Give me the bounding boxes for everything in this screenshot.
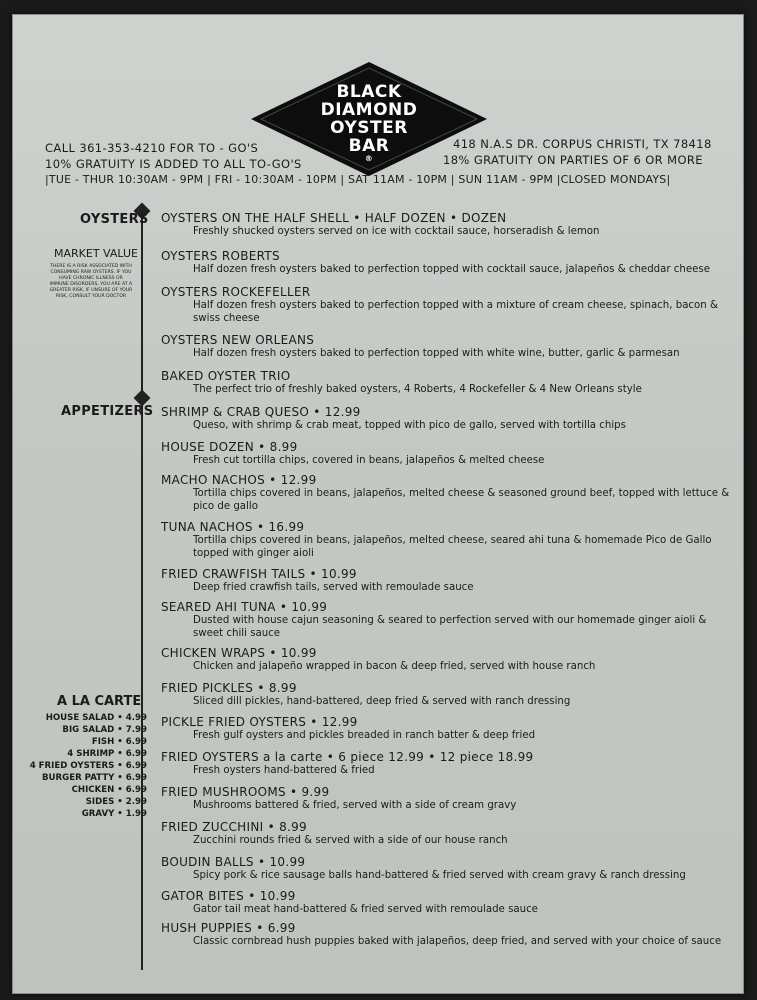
list-item: 4 SHRIMP • 6.99 [67,749,147,759]
list-item: CHICKEN • 6.99 [71,785,147,795]
list-item: BIG SALAD • 7.99 [62,725,147,735]
menu-item [161,285,731,325]
business-hours: |TUE - THUR 10:30AM - 9PM | FRI - 10:30AM - 10PM | SAT 11AM - 10PM | SUN 11AM - 9PM |CLOSED MONDAYS| [45,173,671,186]
list-item: GRAVY • 1.99 [81,809,147,819]
item-description: Deep fried crawfish tails, served with remoulade sauce [193,582,474,593]
appetizers-section-title: APPETIZERS [61,404,154,419]
logo-line-3: OYSTER [330,118,408,138]
menu-item [161,889,731,916]
item-description: Fresh oysters hand-battered & fried [193,765,375,776]
item-name: OYSTERS NEW ORLEANS [161,333,315,347]
menu-item [161,715,731,742]
item-name: FRIED CRAWFISH TAILS • 10.99 [161,567,357,581]
item-name: BOUDIN BALLS • 10.99 [161,855,306,869]
menu-item [161,567,731,594]
item-description: Freshly shucked oysters served on ice with cocktail sauce, horseradish & lemon [193,226,600,237]
menu-item [161,646,731,673]
to-go-phone: CALL 361-353-4210 FOR TO - GO'S [45,141,259,155]
party-gratuity: 18% GRATUITY ON PARTIES OF 6 OR MORE [443,153,703,167]
item-name: MACHO NACHOS • 12.99 [161,473,317,487]
item-description: Gator tail meat hand-battered & fried served with remoulade sauce [193,904,538,915]
list-item: SIDES • 2.99 [85,797,147,807]
item-description: Sliced dill pickles, hand-battered, deep fried & served with ranch dressing [193,696,571,707]
menu-item [161,681,731,708]
item-name: FRIED ZUCCHINI • 8.99 [161,820,307,834]
raw-oyster-warning: THERE IS A RISK ASSOCIATED WITH CONSUMING RAW OYSTERS. IF YOU HAVE CHRONIC ILLNESS OR IMMUNE DISORDERS, YOU ARE AT A GREATER RISK. IF UNSURE OF YOUR RISK, CONSULT YOUR DOCTOR [49,264,133,299]
menu-item [161,600,731,640]
item-description: Dusted with house cajun seasoning & seared to perfection served with our homemade ginger aioli & sweet chili sauce [193,615,707,639]
item-description: Classic cornbread hush puppies baked with jalapeños, deep fried, and served with your choice of sauce [193,936,722,947]
item-description: Tortilla chips covered in beans, jalapeños, melted cheese & seasoned ground beef, topped with lettuce & pico de gallo [193,488,730,512]
menu-item [161,750,731,777]
market-value-label: MARKET VALUE [54,247,138,260]
item-name: HOUSE DOZEN • 8.99 [161,440,298,454]
item-name: OYSTERS ON THE HALF SHELL • HALF DOZEN • DOZEN [161,211,507,225]
menu-item [161,855,731,882]
menu-item [161,785,731,812]
item-name: OYSTERS ROBERTS [161,249,280,263]
item-description: Spicy pork & rice sausage balls hand-battered & fried served with cream gravy & ranch dressing [193,870,686,881]
address: 418 N.A.S DR. CORPUS CHRISTI, TX 78418 [453,137,712,151]
a-la-carte-title: A LA CARTE [57,694,142,709]
item-description: Fresh cut tortilla chips, covered in beans, jalapeños & melted cheese [193,455,545,466]
logo-line-2: DIAMOND [320,100,418,120]
menu-item [161,211,731,238]
item-description: Queso, with shrimp & crab meat, topped with pico de gallo, served with tortilla chips [193,420,626,431]
a-la-carte-list [27,712,147,820]
item-name: BAKED OYSTER TRIO [161,369,291,383]
item-name: HUSH PUPPIES • 6.99 [161,921,296,935]
menu-page [12,14,744,994]
item-description: Half dozen fresh oysters baked to perfection topped with cocktail sauce, jalapeños & cheddar cheese [193,264,710,275]
item-description: Tortilla chips covered in beans, jalapeños, melted cheese, seared ahi tuna & homemade Pico de Gallo topped with ginger aioli [193,535,712,559]
menu-item [161,473,731,513]
item-description: Chicken and jalapeño wrapped in bacon & deep fried, served with house ranch [193,661,596,672]
list-item: HOUSE SALAD • 4.99 [45,713,147,723]
oysters-section-title: OYSTERS [80,212,149,227]
menu-item [161,520,731,560]
menu-item [161,921,731,948]
menu-item [161,440,731,467]
item-description: Fresh gulf oysters and pickles breaded in ranch batter & deep fried [193,730,536,741]
list-item: BURGER PATTY • 6.99 [42,773,147,783]
menu-item [161,249,731,276]
logo-line-4: BAR [348,136,390,156]
item-description: Half dozen fresh oysters baked to perfection topped with a mixture of cream cheese, spinach, bacon & swiss cheese [193,300,718,324]
item-name: CHICKEN WRAPS • 10.99 [161,646,317,660]
item-name: SHRIMP & CRAB QUESO • 12.99 [161,405,361,419]
item-description: Half dozen fresh oysters baked to perfection topped with white wine, butter, garlic & parmesan [193,348,680,359]
registered-mark: ® [364,154,374,163]
item-description: Mushrooms battered & fried, served with a side of cream gravy [193,800,517,811]
menu-item [161,369,731,396]
item-name: GATOR BITES • 10.99 [161,889,296,903]
menu-item [161,820,731,847]
list-item: FISH • 6.99 [91,737,147,747]
menu-divider-line [141,210,143,970]
item-name: OYSTERS ROCKEFELLER [161,285,311,299]
menu-item [161,333,731,360]
item-name: FRIED MUSHROOMS • 9.99 [161,785,330,799]
list-item: 4 FRIED OYSTERS • 6.99 [29,761,147,771]
item-description: The perfect trio of freshly baked oysters, 4 Roberts, 4 Rockefeller & 4 New Orleans style [193,384,642,395]
item-name: TUNA NACHOS • 16.99 [161,520,305,534]
to-go-gratuity: 10% GRATUITY IS ADDED TO ALL TO-GO'S [45,157,302,171]
item-name: FRIED OYSTERS a la carte • 6 piece 12.99 • 12 piece 18.99 [161,750,534,764]
logo-line-1: BLACK [336,82,402,102]
item-name: SEARED AHI TUNA • 10.99 [161,600,328,614]
item-name: FRIED PICKLES • 8.99 [161,681,297,695]
item-name: PICKLE FRIED OYSTERS • 12.99 [161,715,358,729]
item-description: Zucchini rounds fried & served with a side of our house ranch [193,835,508,846]
menu-item [161,405,731,432]
